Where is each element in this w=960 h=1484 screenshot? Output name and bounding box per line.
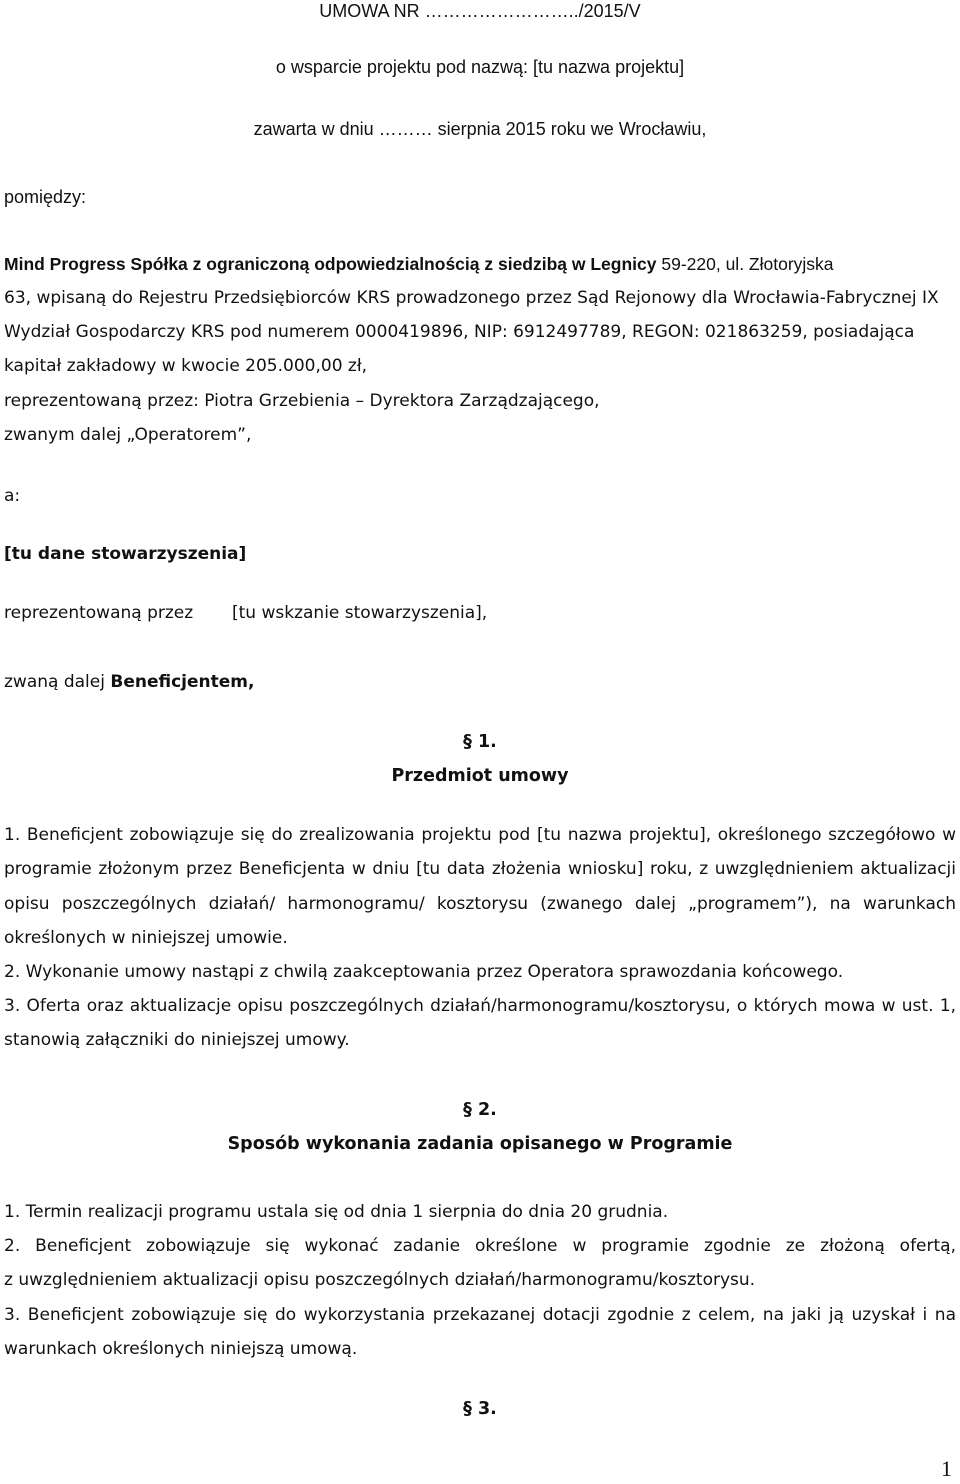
contract-number: UMOWA NR ……………………../2015/V <box>319 1 641 21</box>
operator-name: Mind Progress Spółka z ograniczoną odpowiedzialnością z siedzibą w Legnicy <box>4 254 657 274</box>
association-name: [tu dane stowarzyszenia] <box>4 544 247 564</box>
s2-line-5: warunkach określonych niniejszą umową. <box>4 1339 358 1359</box>
section-1-title: Przedmiot umowy <box>391 766 569 786</box>
s1-line-6: 3. Oferta oraz aktualizacje opisu poszczególnych działań/harmonogramu/kosztorysu, o których mowa w ust. 1, <box>4 996 956 1016</box>
s2-line-3: z uwzględnieniem aktualizacji opisu poszczególnych działań/harmonogramu/kosztorysu. <box>4 1270 756 1290</box>
s2-line-4: 3. Beneficjent zobowiązuje się do wykorzystania przekazanej dotacji zgodnie z celem, na jaki ją uzyskał i na <box>4 1305 956 1325</box>
association-rep-value: [tu wskzanie stowarzyszenia], <box>232 603 488 623</box>
operator-representative: reprezentowaną przez: Piotra Grzebienia – Dyrektora Zarządzającego, <box>4 391 600 411</box>
section-1-number: § 1. <box>463 732 497 752</box>
s1-line-7: stanowią załączniki do niniejszej umowy. <box>4 1030 350 1050</box>
page-number: 1 <box>941 1456 952 1481</box>
operator-line-4: kapitał zakładowy w kwocie 205.000,00 zł, <box>4 356 368 376</box>
section-3-number: § 3. <box>463 1399 497 1419</box>
operator-called: zwanym dalej „Operatorem”, <box>4 425 252 445</box>
operator-address: 59-220, ul. Złotoryjska <box>656 254 834 274</box>
section-2-number: § 2. <box>463 1100 497 1120</box>
s1-line-2: programie złożonym przez Beneficjenta w dniu [tu data złożenia wniosku] roku, z uwzględnieniem aktualizacji <box>4 859 956 879</box>
s1-line-5: 2. Wykonanie umowy nastąpi z chwilą zaakceptowania przez Operatora sprawozdania końcowego. <box>4 962 844 982</box>
between-label: pomiędzy: <box>4 187 87 207</box>
s2-line-2: 2. Beneficjent zobowiązuje się wykonać zadanie określone w programie zgodnie ze złożoną ofertą, <box>4 1236 956 1256</box>
association-called <box>4 671 956 693</box>
association-called-prefix: zwaną dalej <box>4 672 111 692</box>
association-rep-label: reprezentowaną przez <box>4 603 194 623</box>
s1-line-3: opisu poszczególnych działań/ harmonogramu/ kosztorysu (zwanego dalej „programem”), na warunkach <box>4 894 956 914</box>
operator-line-3: Wydział Gospodarczy KRS pod numerem 0000419896, NIP: 6912497789, REGON: 021863259, posiadająca <box>4 322 915 342</box>
and-label: a: <box>4 486 21 506</box>
operator-line-1 <box>4 253 956 275</box>
contract-date-line: zawarta w dniu ……… sierpnia 2015 roku we Wrocławiu, <box>253 119 707 139</box>
operator-line-2: 63, wpisaną do Rejestru Przedsiębiorców KRS prowadzonego przez Sąd Rejonowy dla Wrocławia-Fabrycznej IX <box>4 288 939 308</box>
section-2-title: Sposób wykonania zadania opisanego w Programie <box>227 1134 733 1154</box>
s1-line-4: określonych w niniejszej umowie. <box>4 928 288 948</box>
s1-line-1: 1. Beneficjent zobowiązuje się do zrealizowania projektu pod [tu nazwa projektu], określonego szczegółowo w <box>4 825 956 845</box>
association-rep-line <box>4 602 956 624</box>
contract-subject: o wsparcie projektu pod nazwą: [tu nazwa projektu] <box>275 57 685 77</box>
s2-line-1: 1. Termin realizacji programu ustala się od dnia 1 sierpnia do dnia 20 grudnia. <box>4 1202 669 1222</box>
association-called-bold: Beneficjentem, <box>110 672 255 692</box>
